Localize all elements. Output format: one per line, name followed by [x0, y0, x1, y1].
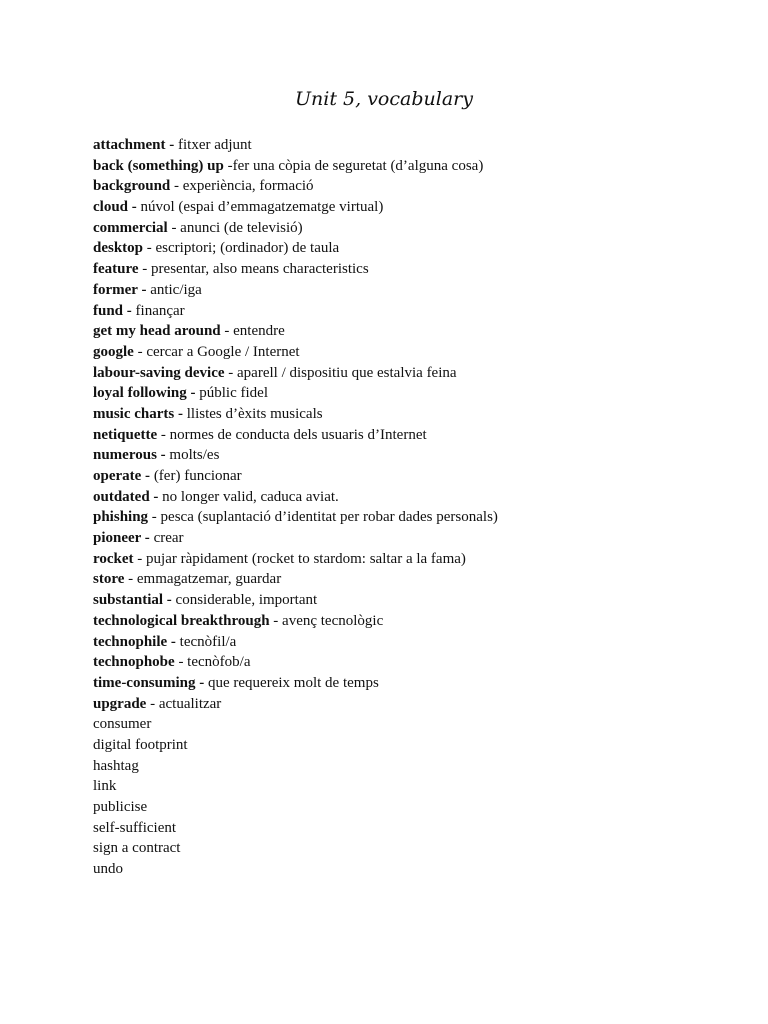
vocab-entry — [93, 507, 733, 528]
vocab-definition: digital footprint — [93, 736, 188, 753]
vocab-definition: - anunci (de televisió) — [167, 219, 303, 236]
vocab-definition: - emmagatzemar, guardar — [124, 571, 282, 588]
vocab-term: feature — [93, 261, 139, 278]
vocab-definition: considerable, important — [175, 592, 318, 609]
vocab-entry — [93, 425, 733, 446]
vocab-entry — [93, 838, 733, 859]
vocab-entry — [93, 487, 733, 508]
vocab-term: music charts - — [93, 405, 187, 422]
vocab-term: google — [93, 343, 134, 360]
vocab-entry — [93, 549, 733, 570]
vocab-entry — [93, 673, 733, 694]
vocab-term: technophile - — [93, 633, 180, 650]
vocab-term: desktop — [93, 240, 144, 257]
vocab-definition: self-sufficient — [93, 819, 177, 836]
vocab-term: substantial - — [93, 592, 176, 609]
vocab-term: commercial — [93, 219, 168, 236]
vocab-term: pioneer - — [93, 530, 154, 547]
vocab-term: loyal following - — [93, 385, 200, 402]
vocab-definition: - experiència, formació — [170, 178, 314, 195]
vocab-definition: llistes d’èxits musicals — [186, 405, 323, 422]
vocab-entry — [93, 259, 733, 280]
vocab-term: time-consuming - — [93, 674, 208, 691]
vocab-entry — [93, 859, 733, 880]
vocab-definition: - pesca (suplantació d’identitat per robar dades personals) — [148, 509, 498, 526]
vocab-term: cloud - — [93, 199, 141, 216]
vocab-entry — [93, 569, 733, 590]
vocab-definition: link — [93, 778, 117, 795]
vocab-term: operate - — [93, 468, 154, 484]
vocab-entry — [93, 611, 733, 632]
vocab-entry — [93, 383, 733, 404]
vocab-term: get my head around — [93, 323, 221, 340]
vocab-entry — [93, 652, 733, 673]
vocab-entry — [93, 776, 733, 797]
vocab-entry — [93, 445, 733, 466]
vocab-term: upgrade — [93, 695, 147, 712]
vocab-term: store — [93, 571, 125, 588]
vocab-definition: - avenç tecnològic — [269, 612, 384, 629]
vocab-entry — [93, 363, 733, 384]
vocab-term: back (something) up — [93, 157, 228, 174]
vocab-definition: núvol (espai d’emmagatzematge virtual) — [140, 199, 384, 216]
vocab-definition: finançar — [135, 302, 185, 319]
vocab-definition: undo — [93, 861, 123, 878]
vocab-entry — [93, 797, 733, 818]
page-title: Unit 5, vocabulary — [295, 88, 473, 110]
vocab-term: phishing — [93, 509, 149, 526]
vocab-entry — [93, 301, 733, 322]
vocab-term: numerous - — [93, 447, 170, 464]
vocab-definition: hashtag — [93, 757, 139, 774]
vocab-term: former - — [93, 281, 151, 298]
vocab-definition: fitxer adjunt — [177, 137, 252, 153]
vocab-entry — [93, 218, 733, 239]
vocab-entry — [93, 197, 733, 218]
vocab-definition: - cercar a Google / Internet — [133, 343, 300, 360]
vocab-term: netiquette — [93, 426, 158, 443]
vocab-definition: tecnòfil/a — [179, 633, 237, 650]
vocab-definition: - presentar, also means characteristics — [138, 261, 369, 278]
vocab-entry — [93, 156, 733, 177]
vocab-definition: que requereix molt de temps — [208, 674, 379, 691]
vocab-entry — [93, 590, 733, 611]
vocab-definition: públic fidel — [199, 385, 268, 402]
vocab-term: background — [93, 178, 171, 195]
vocab-entry — [93, 321, 733, 342]
vocab-entry — [93, 342, 733, 363]
vocab-definition: - escriptori; (ordinador) de taula — [143, 240, 340, 257]
vocab-term: rocket — [93, 550, 134, 567]
vocab-entry — [93, 135, 733, 156]
vocab-entry — [93, 714, 733, 735]
vocab-definition: - entendre — [220, 323, 285, 340]
vocab-entry — [93, 528, 733, 549]
vocab-definition: (fer) funcionar — [153, 468, 242, 484]
vocab-entry — [93, 735, 733, 756]
vocab-definition: - pujar ràpidament (rocket to stardom: saltar a la fama) — [133, 550, 466, 567]
vocab-definition: consumer — [93, 716, 152, 733]
vocab-term: technological breakthrough — [93, 612, 270, 629]
vocab-term: fund - — [93, 302, 136, 319]
vocab-term: outdated - — [93, 488, 163, 505]
vocab-definition: crear — [153, 530, 184, 547]
vocab-entry — [93, 280, 733, 301]
vocab-entry — [93, 818, 733, 839]
vocab-entry — [93, 238, 733, 259]
vocab-entry — [93, 632, 733, 653]
vocab-definition: - aparell / dispositiu que estalvia feina — [224, 364, 457, 381]
vocabulary-list — [93, 135, 733, 880]
vocab-term: attachment - — [93, 137, 178, 153]
vocab-definition: molts/es — [169, 447, 220, 464]
vocab-entry — [93, 694, 733, 715]
vocab-term: labour-saving device — [93, 364, 225, 381]
vocab-definition: - actualitzar — [146, 695, 222, 712]
vocab-definition: antic/iga — [150, 281, 202, 298]
vocab-definition: -fer una còpia de seguretat (d’alguna cosa) — [227, 157, 484, 174]
vocab-definition: - tecnòfob/a — [174, 654, 251, 671]
vocab-term: technophobe — [93, 654, 175, 671]
vocab-entry — [93, 176, 733, 197]
vocab-definition: publicise — [93, 799, 148, 815]
vocab-entry — [93, 756, 733, 777]
vocab-definition: - normes de conducta dels usuaris d’Internet — [157, 426, 427, 443]
vocab-definition: no longer valid, caduca aviat. — [162, 488, 339, 505]
vocab-entry — [93, 466, 733, 487]
vocab-definition: sign a contract — [93, 840, 181, 857]
vocab-entry — [93, 404, 733, 425]
